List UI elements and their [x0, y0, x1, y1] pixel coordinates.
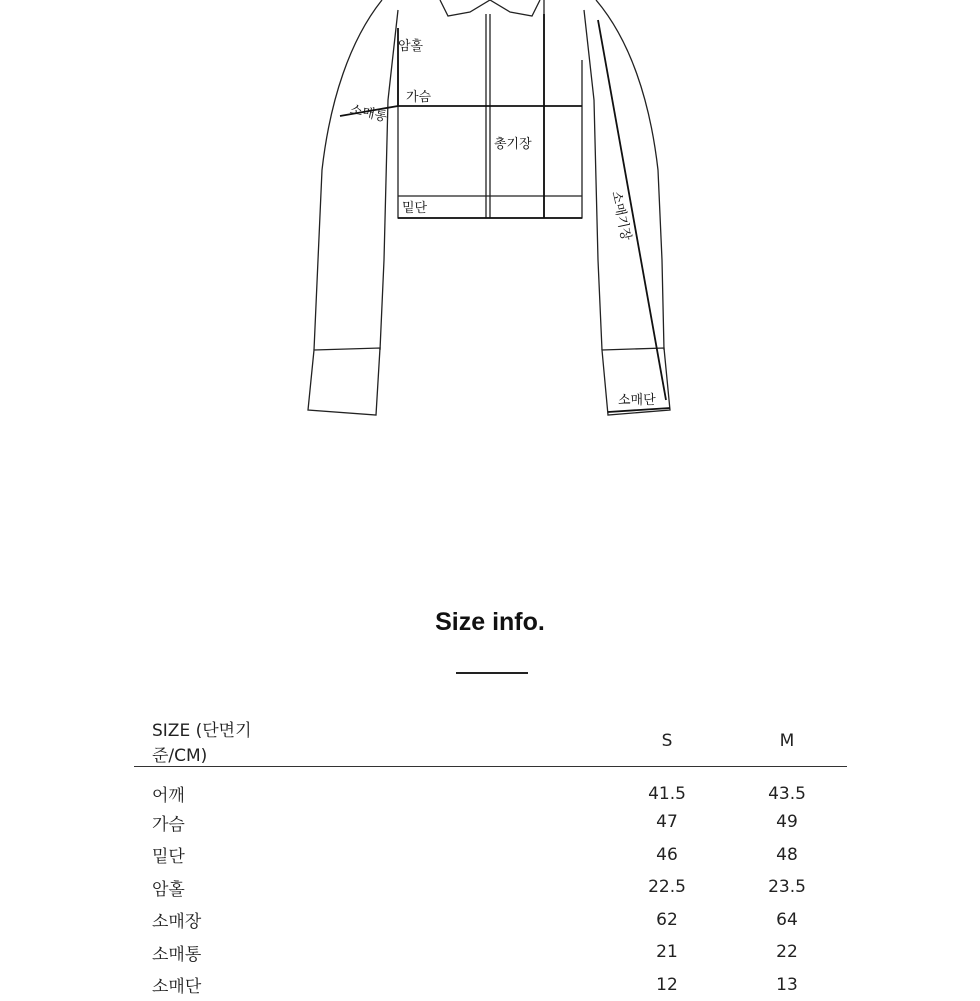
table-row [134, 767, 847, 807]
row-label: 어깨 [134, 767, 295, 807]
label-chest: 가슴 [406, 89, 432, 105]
row-m-value: 49 [727, 806, 847, 839]
header-spacer [295, 716, 607, 767]
table-row [134, 936, 847, 969]
table-row [134, 904, 847, 937]
size-table [134, 716, 847, 1001]
row-label: 소매통 [134, 936, 295, 969]
label-total-length: 총기장 [494, 136, 532, 152]
row-s-value: 47 [607, 806, 727, 839]
row-s-value: 21 [607, 936, 727, 969]
label-armhole: 암홀 [398, 38, 424, 54]
row-label: 소매단 [134, 969, 295, 1001]
label-hem: 밑단 [402, 200, 428, 216]
row-s-value: 62 [607, 904, 727, 937]
header-size: SIZE (단면기준/CM) [134, 716, 295, 767]
row-label: 소매장 [134, 904, 295, 937]
row-s-value: 46 [607, 839, 727, 872]
row-m-value: 23.5 [727, 871, 847, 904]
row-s-value: 22.5 [607, 871, 727, 904]
size-table-header [134, 716, 847, 767]
label-sleeve-length: 소매기장 [608, 190, 634, 243]
row-s-value: 12 [607, 969, 727, 1001]
jacket-measurement-diagram [0, 0, 980, 440]
row-m-value: 64 [727, 904, 847, 937]
table-row [134, 806, 847, 839]
table-row [134, 871, 847, 904]
row-m-value: 48 [727, 839, 847, 872]
row-m-value: 22 [727, 936, 847, 969]
title-underline [456, 672, 528, 674]
row-m-value: 13 [727, 969, 847, 1001]
header-m: M [727, 716, 847, 767]
label-sleeve-width: 소매통 [348, 102, 389, 126]
table-row [134, 839, 847, 872]
row-label: 가슴 [134, 806, 295, 839]
table-row [134, 969, 847, 1001]
row-label: 밑단 [134, 839, 295, 872]
label-cuff: 소매단 [618, 392, 656, 408]
header-s: S [607, 716, 727, 767]
row-s-value: 41.5 [607, 767, 727, 807]
sleeve-length-measure-line [598, 20, 666, 400]
row-m-value: 43.5 [727, 767, 847, 807]
row-label: 암홀 [134, 871, 295, 904]
section-title: Size info. [0, 608, 980, 637]
